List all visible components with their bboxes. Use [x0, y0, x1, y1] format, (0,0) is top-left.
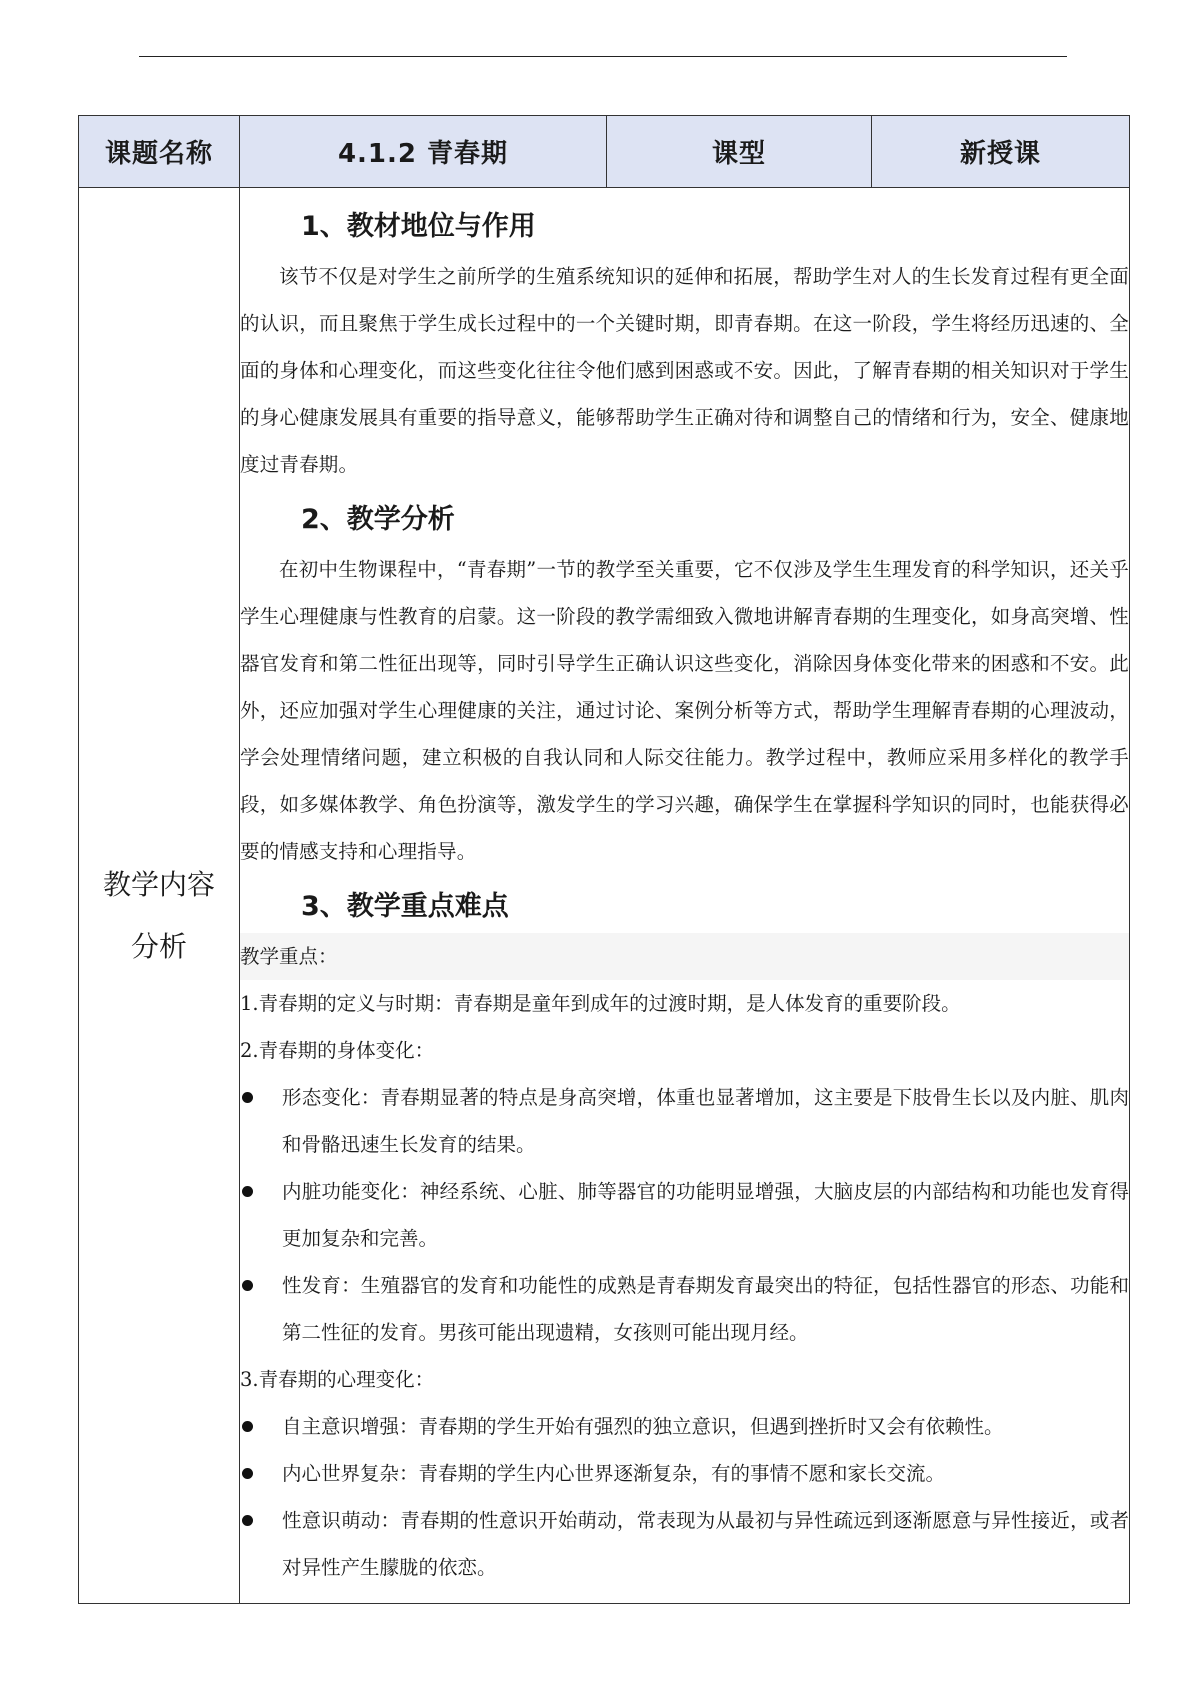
bullet-text: 内心世界复杂：青春期的学生内心世界逐渐复杂，有的事情不愿和家长交流。 [282, 1461, 946, 1485]
content-analysis-label [79, 188, 240, 1604]
key-point-2: 2.青春期的身体变化： [240, 1038, 435, 1062]
lesson-type-label: 课型 [607, 116, 872, 188]
content-row [79, 188, 1130, 1604]
bullet-text: 性发育：生殖器官的发育和功能性的成熟是青春期发育最突出的特征，包括性器官的形态、功能和第二性征的发育。男孩可能出现遗精，女孩则可能出现月经。 [282, 1273, 1129, 1344]
list-item [240, 1497, 1129, 1591]
topic-label: 课题名称 [79, 116, 240, 188]
section-body-1: 该节不仅是对学生之前所学的生殖系统知识的延伸和拓展，帮助学生对人的生长发育过程有更全面的认识，而且聚焦于学生成长过程中的一个关键时期，即青春期。在这一阶段，学生将经历迅速的、全面的身体和心理变化，而这些变化往往令他们感到困惑或不安。因此，了解青春期的相关知识对于学生的身心健康发展具有重要的指导意义，能够帮助学生正确对待和调整自己的情绪和行为，安全、健康地度过青春期。 [240, 264, 1129, 476]
bullet-text: 形态变化：青春期显著的特点是身高突增，体重也显著增加，这主要是下肢骨生长以及内脏、肌肉和骨骼迅速生长发育的结果。 [282, 1085, 1129, 1156]
bullet-icon [242, 1421, 253, 1432]
section-title-3: 3、教学重点难点 [301, 890, 509, 922]
key-points-label: 教学重点： [240, 933, 1129, 980]
lesson-plan-table [78, 115, 1130, 1604]
lesson-type-value: 新授课 [872, 116, 1130, 188]
bullet-icon [242, 1468, 253, 1479]
bullet-icon [242, 1186, 253, 1197]
header-row [79, 116, 1130, 188]
list-item [240, 1262, 1129, 1356]
list-item [240, 1403, 1129, 1450]
label-line-1: 教学内容 [102, 867, 215, 901]
bullet-text: 性意识萌动：青春期的性意识开始萌动，常表现为从最初与异性疏远到逐渐愿意与异性接近，或者对异性产生朦胧的依恋。 [282, 1508, 1129, 1579]
section-body-2: 在初中生物课程中，“青春期”一节的教学至关重要，它不仅涉及学生生理发育的科学知识，还关乎学生心理健康与性教育的启蒙。这一阶段的教学需细致入微地讲解青春期的生理变化，如身高突增、性器官发育和第二性征出现等，同时引导学生正确认识这些变化，消除因身体变化带来的困惑和不安。此外，还应加强对学生心理健康的关注，通过讨论、案例分析等方式，帮助学生理解青春期的心理波动，学会处理情绪问题，建立积极的自我认同和人际交往能力。教学过程中，教师应采用多样化的教学手段，如多媒体教学、角色扮演等，激发学生的学习兴趣，确保学生在掌握科学知识的同时，也能获得必要的情感支持和心理指导。 [240, 557, 1129, 863]
key-point-1: 1.青春期的定义与时期：青春期是童年到成年的过渡时期，是人体发育的重要阶段。 [240, 991, 961, 1015]
bullet-icon [242, 1515, 253, 1526]
section-title-2: 2、教学分析 [301, 503, 455, 535]
label-line-2: 分析 [130, 929, 187, 963]
bullet-text: 内脏功能变化：神经系统、心脏、肺等器官的功能明显增强，大脑皮层的内部结构和功能也发育得更加复杂和完善。 [282, 1179, 1129, 1250]
topic-value: 4.1.2 青春期 [240, 116, 607, 188]
list-item [240, 1168, 1129, 1262]
bullet-text: 自主意识增强：青春期的学生开始有强烈的独立意识，但遇到挫折时又会有依赖性。 [282, 1414, 1004, 1438]
bullet-icon [242, 1280, 253, 1291]
list-item [240, 1074, 1129, 1168]
content-cell [240, 188, 1130, 1604]
key-point-3: 3.青春期的心理变化： [240, 1367, 435, 1391]
list-item [240, 1450, 1129, 1497]
bullet-icon [242, 1092, 253, 1103]
header-rule [139, 56, 1067, 57]
section-title-1: 1、教材地位与作用 [301, 210, 536, 242]
